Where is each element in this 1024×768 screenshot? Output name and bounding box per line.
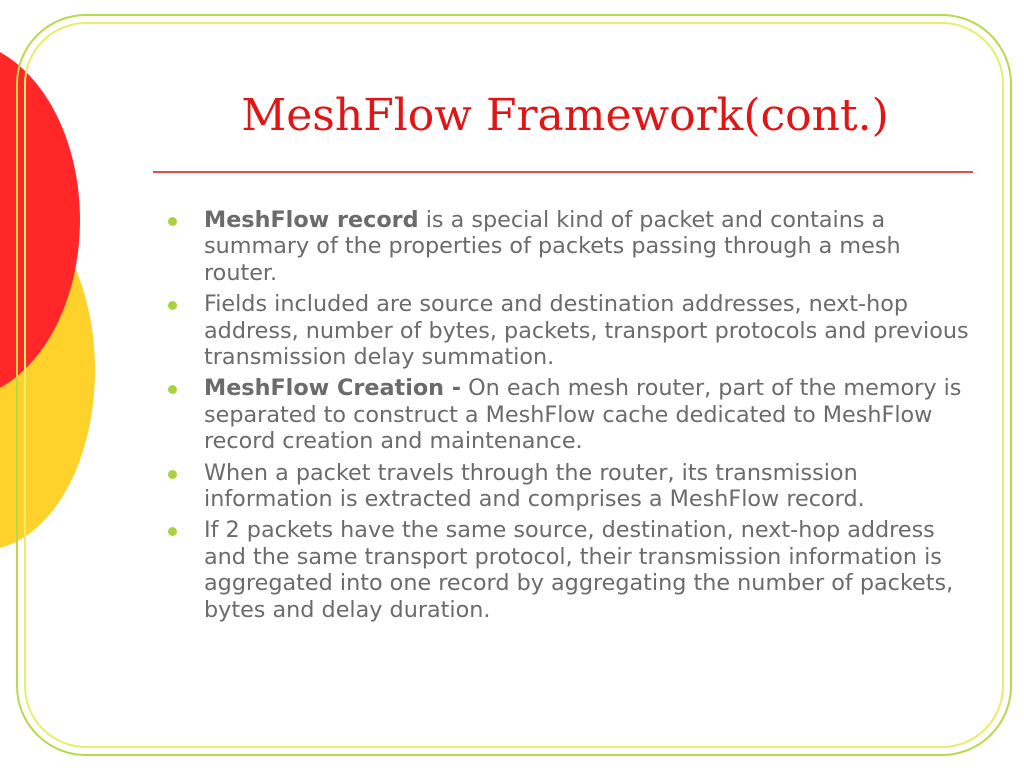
bullet-lead: MeshFlow record [204,207,419,233]
slide-title: MeshFlow Framework(cont.) [241,90,889,141]
bullet-dot-icon [168,385,177,394]
bullet-list [160,207,970,628]
bullet-text: When a packet travels through the router, its transmission information is extracted and comprises a MeshFlow record. [204,459,865,513]
bullet-dot-icon [168,217,177,226]
bullet-item [160,460,970,513]
bullet-item [160,517,970,623]
bullet-dot-icon [168,527,177,536]
bullet-item [160,375,970,454]
bullet-dot-icon [168,301,177,310]
title-divider [153,171,973,173]
bullet-text: Fields included are source and destination addresses, next-hop address, number of bytes, packets, transport protocols and previous transmission delay summation. [204,291,969,371]
bullet-text: If 2 packets have the same source, destination, next-hop address and the same transport protocol, their transmission information is aggregated into one record by aggregating the number of packets, bytes and delay duration. [204,517,954,623]
bullet-lead: MeshFlow Creation - [204,375,462,402]
bullet-text: is a special kind of packet and contains a summary of the properties of packets passing through a mesh router. [204,207,901,286]
bullet-item [160,291,970,370]
bullet-dot-icon [168,470,177,479]
bullet-text: On each mesh router, part of the memory is separated to construct a MeshFlow cache dedicated to MeshFlow record creation and maintenance. [204,375,962,455]
bullet-item [160,207,970,286]
